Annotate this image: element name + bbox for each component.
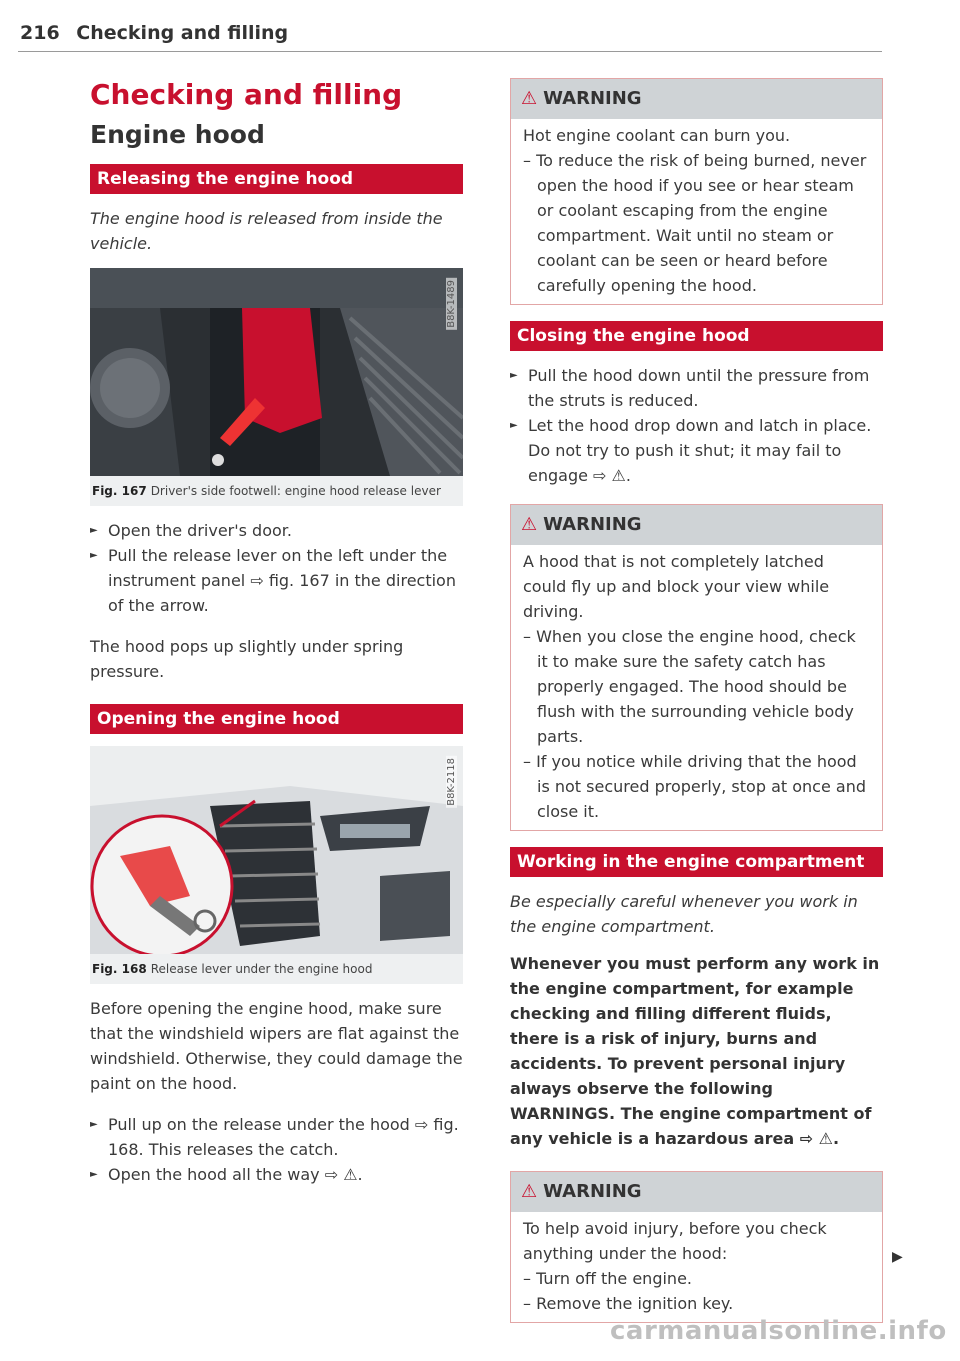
figure-168 bbox=[90, 746, 463, 984]
working-intro: Be especially careful whenever you work in the engine compartment. bbox=[510, 892, 858, 936]
heading-opening: Opening the engine hood bbox=[90, 704, 463, 734]
figure-code: B8K-1489 bbox=[446, 280, 457, 328]
list-item: ► Pull up on the release under the hood ⇨ fig. 168. This releases the catch. bbox=[90, 1112, 463, 1162]
section-title: Checking and filling bbox=[76, 22, 289, 44]
next-page-arrow-icon[interactable]: ▶ bbox=[892, 1249, 903, 1265]
warning-box-latch bbox=[510, 504, 883, 831]
page-number: 216 bbox=[20, 22, 60, 44]
warning-box-coolant bbox=[510, 78, 883, 305]
figure-label: Fig. 168 bbox=[92, 962, 147, 976]
warning-title: WARNING bbox=[543, 514, 642, 535]
warning-body bbox=[511, 119, 882, 304]
warning-triangle-icon: ⚠ bbox=[521, 1181, 538, 1202]
warning-box-general bbox=[510, 1171, 883, 1323]
list-item: ► Pull the release lever on the left under the instrument panel ⇨ fig. 167 in the direction of the arrow. bbox=[90, 543, 463, 618]
figure-caption bbox=[90, 954, 463, 984]
figure-caption-text: Release lever under the engine hood bbox=[150, 962, 373, 976]
warning-header bbox=[511, 505, 882, 545]
header-rule bbox=[18, 51, 882, 52]
warning-body bbox=[511, 1212, 882, 1322]
figure-caption bbox=[90, 476, 463, 506]
warning-triangle-icon: ⚠ bbox=[521, 514, 538, 535]
releasing-after: The hood pops up slightly under spring pressure. bbox=[90, 637, 404, 681]
opening-steps bbox=[90, 1112, 463, 1187]
right-column bbox=[510, 70, 883, 1339]
figure-label: Fig. 167 bbox=[92, 484, 147, 498]
releasing-steps bbox=[90, 518, 463, 618]
footwell-image bbox=[90, 268, 463, 476]
section-subtitle: Engine hood bbox=[90, 120, 265, 149]
warning-lead: A hood that is not completely latched could fly up and block your view while driving. bbox=[523, 552, 830, 621]
closing-steps bbox=[510, 363, 883, 488]
list-item: ► Open the hood all the way ⇨ ⚠. bbox=[90, 1162, 463, 1187]
heading-working: Working in the engine compartment bbox=[510, 847, 883, 877]
list-item: ► Open the driver's door. bbox=[90, 518, 463, 543]
warning-title: WARNING bbox=[543, 1181, 642, 1202]
hood-release-image bbox=[90, 746, 463, 954]
list-item: ► Let the hood drop down and latch in place. Do not try to push it shut; it may fail to engage ⇨ ⚠. bbox=[510, 413, 883, 488]
figure-167 bbox=[90, 268, 463, 506]
heading-releasing: Releasing the engine hood bbox=[90, 164, 463, 194]
warning-item: – If you notice while driving that the hood is not secured properly, stop at once and close it. bbox=[523, 752, 866, 821]
list-item: ► Pull the hood down until the pressure from the struts is reduced. bbox=[510, 363, 883, 413]
heading-closing: Closing the engine hood bbox=[510, 321, 883, 351]
figure-caption-text: Driver's side footwell: engine hood release lever bbox=[150, 484, 441, 498]
warning-item: – When you close the engine hood, check it to make sure the safety catch has properly engaged. The hood should be flush with the surrounding vehicle body parts. bbox=[523, 627, 856, 746]
warning-header bbox=[511, 79, 882, 119]
warning-item: – Remove the ignition key. bbox=[523, 1294, 734, 1313]
warning-triangle-icon: ⚠ bbox=[521, 88, 538, 109]
figure-code: B8K-2118 bbox=[446, 758, 457, 806]
chapter-title: Checking and filling bbox=[90, 78, 403, 111]
warning-lead: To help avoid injury, before you check anything under the hood: bbox=[523, 1219, 827, 1263]
warning-body bbox=[511, 545, 882, 830]
left-column bbox=[90, 70, 463, 1187]
warning-lead: Hot engine coolant can burn you. bbox=[523, 126, 791, 145]
warning-header bbox=[511, 1172, 882, 1212]
warning-title: WARNING bbox=[543, 88, 642, 109]
warning-item: – To reduce the risk of being burned, never open the hood if you see or hear steam or coolant escaping from the engine compartment. Wait until no steam or coolant can be seen or heard before carefully opening the hood. bbox=[523, 151, 867, 295]
working-bold-text: Whenever you must perform any work in the engine compartment, for example checking and filling different fluids, there is a risk of injury, burns and accidents. To prevent personal injury always observe the following WARNINGS. The engine compartment of any vehicle is a hazardous area ⇨ ⚠. bbox=[510, 954, 880, 1148]
running-header bbox=[20, 22, 288, 44]
watermark: carmanualsonline.info bbox=[610, 1316, 947, 1346]
opening-before: Before opening the engine hood, make sure that the windshield wipers are flat against the windshield. Otherwise, they could damage the paint on the hood. bbox=[90, 999, 463, 1093]
releasing-intro: The engine hood is released from inside the vehicle. bbox=[90, 209, 443, 253]
warning-item: – Turn off the engine. bbox=[523, 1269, 692, 1288]
